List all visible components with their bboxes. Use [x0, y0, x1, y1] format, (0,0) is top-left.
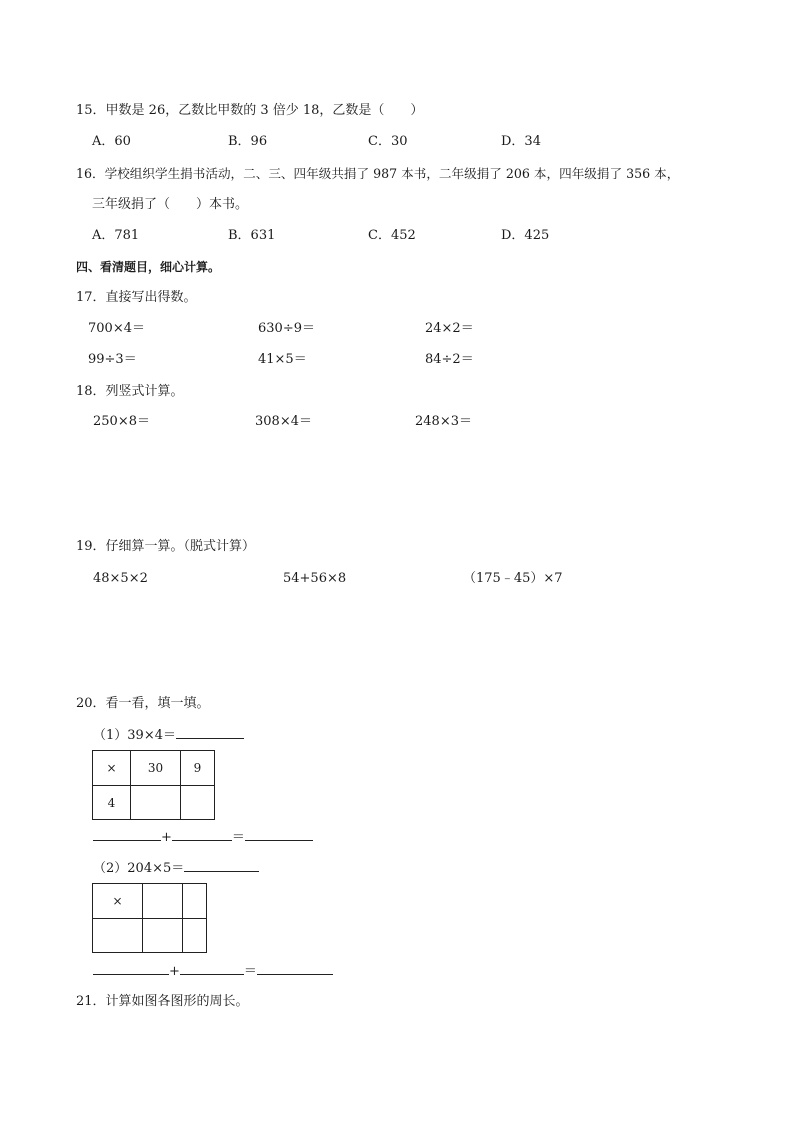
q19-item-2: 54+56×8	[283, 571, 347, 586]
q16-stem-line1: 16．学校组织学生捐书活动，二、三、四年级共捐了 987 本书，二年级捐了 206 本，四年级捐了 356 本，	[76, 166, 680, 181]
grid2-cell-r1c2[interactable]	[143, 884, 183, 919]
q20-part2-sum-line	[93, 962, 333, 981]
q20-part1-grid	[92, 750, 215, 820]
q15-option-a: A．60	[92, 134, 131, 149]
q20-part1-sum-line	[93, 828, 313, 847]
equals-sign: ＝	[231, 830, 245, 845]
q16-option-c: C．452	[368, 228, 416, 243]
q16-option-a: A．781	[92, 228, 140, 243]
grid1-cell-r1c2: 30	[131, 751, 181, 786]
q17-item-2: 630÷9＝	[258, 321, 315, 336]
q17-item-6: 84÷2＝	[425, 352, 474, 367]
q20-part2-blank-2[interactable]	[180, 962, 244, 975]
grid1-cell-r2c1: 4	[93, 786, 131, 820]
q20-part2-grid	[92, 883, 207, 953]
q17-item-4: 99÷3＝	[88, 352, 137, 367]
grid2-cell-r2c3[interactable]	[183, 919, 207, 953]
q20-part1-blank-1[interactable]	[93, 828, 161, 841]
q15-stem: 15．甲数是 26，乙数比甲数的 3 倍少 18，乙数是（ ）	[76, 103, 424, 118]
q15-option-c: C．30	[368, 134, 408, 149]
q20-part1-blank-2[interactable]	[172, 828, 232, 841]
q20-part2-blank-3[interactable]	[257, 962, 333, 975]
q16-stem-line2: 三年级捐了（ ）本书。	[92, 197, 249, 212]
grid1-cell-r1c3: 9	[181, 751, 215, 786]
q20-part2-label	[93, 859, 259, 878]
q17-title: 17．直接写出得数。	[76, 290, 197, 305]
q18-title: 18．列竖式计算。	[76, 384, 184, 399]
grid1-cell-r2c2[interactable]	[131, 786, 181, 820]
q21-title: 21．计算如图各图形的周长。	[76, 994, 249, 1009]
q15-option-b: B．96	[228, 134, 268, 149]
grid2-cell-r1c1: ×	[93, 884, 143, 919]
q18-item-1: 250×8＝	[93, 414, 150, 429]
q18-item-2: 308×4＝	[255, 414, 312, 429]
q15-option-d: D．34	[501, 134, 541, 149]
grid2-cell-r2c2[interactable]	[143, 919, 183, 953]
q20-part2-blank-1[interactable]	[93, 962, 169, 975]
q20-part2-equation: （2）204×5＝	[93, 861, 185, 876]
q16-option-b: B．631	[228, 228, 276, 243]
q20-part1-equation: （1）39×4＝	[93, 728, 176, 743]
q18-item-3: 248×3＝	[415, 414, 472, 429]
q16-option-d: D．425	[501, 228, 550, 243]
plus-sign: +	[169, 964, 180, 979]
grid2-cell-r2c1[interactable]	[93, 919, 143, 953]
section-heading: 四、看清题目，细心计算。	[76, 260, 221, 274]
q20-part1-blank-3[interactable]	[245, 828, 313, 841]
q17-item-5: 41×5＝	[258, 352, 307, 367]
q17-item-1: 700×4＝	[88, 321, 145, 336]
grid1-cell-r2c3[interactable]	[181, 786, 215, 820]
q20-part1-answer-blank[interactable]	[176, 726, 244, 739]
q17-item-3: 24×2＝	[425, 321, 474, 336]
q19-item-3: （175﹣45）×7	[463, 571, 563, 586]
q20-title: 20．看一看，填一填。	[76, 696, 210, 711]
q19-item-1: 48×5×2	[93, 571, 148, 586]
q20-part1-label	[93, 726, 244, 745]
plus-sign: +	[161, 830, 172, 845]
q20-part2-answer-blank[interactable]	[184, 859, 259, 872]
equals-sign: ＝	[243, 964, 257, 979]
grid2-cell-r1c3[interactable]	[183, 884, 207, 919]
q19-title: 19．仔细算一算。（脱式计算）	[76, 539, 256, 554]
grid1-cell-r1c1: ×	[93, 751, 131, 786]
